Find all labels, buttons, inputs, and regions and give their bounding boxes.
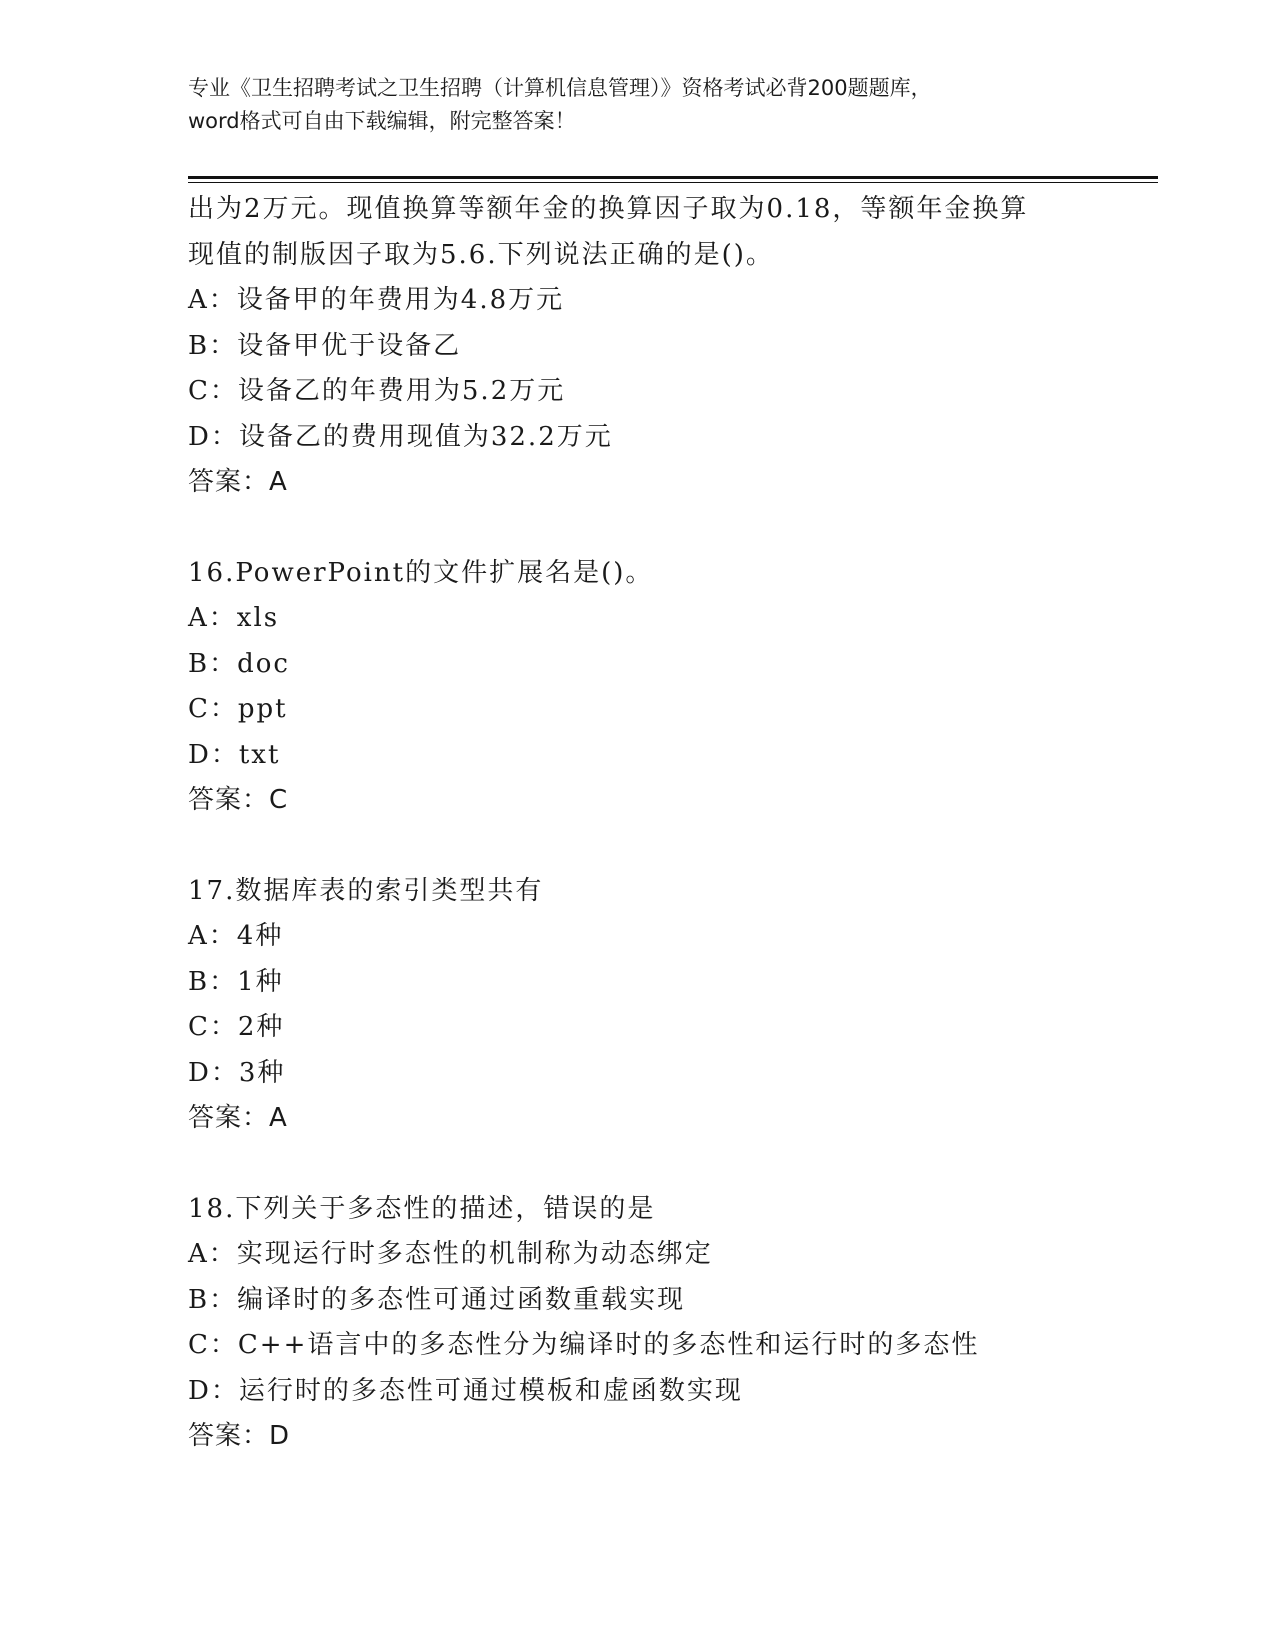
header-title-line-2: word格式可自由下载编辑，附完整答案！ <box>188 109 576 133</box>
question-list <box>188 187 1148 1460</box>
document-header <box>188 72 1088 138</box>
question-stem-line: 出为2万元。现值换算等额年金的换算因子取为0.18，等额年金换算 <box>188 194 1029 224</box>
option-b: B：编译时的多态性可通过函数重载实现 <box>188 1284 686 1315</box>
option-b: B：设备甲优于设备乙 <box>188 330 462 361</box>
question-stem-line: 现值的制版因子取为5.6.下列说法正确的是()。 <box>188 239 774 270</box>
option-d: D：3种 <box>188 1057 286 1088</box>
option-a: A：设备甲的年费用为4.8万元 <box>188 285 565 315</box>
option-a: A：4种 <box>188 921 284 951</box>
header-divider-thick <box>188 176 1158 179</box>
option-a: A：xls <box>188 603 280 633</box>
option-d: D：设备乙的费用现值为32.2万元 <box>188 421 613 452</box>
option-c: C：2种 <box>188 1012 285 1042</box>
option-d: D：运行时的多态性可通过模板和虚函数实现 <box>188 1375 743 1406</box>
answer-line: 答案：A <box>188 467 288 497</box>
header-title-line-1: 专业《卫生招聘考试之卫生招聘（计算机信息管理）》资格考试必背200题题库， <box>188 76 932 100</box>
option-c: C：C++语言中的多态性分为编译时的多态性和运行时的多态性 <box>188 1330 980 1360</box>
question-stem-line: 17.数据库表的索引类型共有 <box>188 875 544 906</box>
answer-line: 答案：A <box>188 1103 288 1133</box>
question-16 <box>188 551 1148 824</box>
option-b: B：doc <box>188 648 290 679</box>
option-b: B：1种 <box>188 966 284 997</box>
answer-line: 答案：C <box>188 785 289 815</box>
question-15 <box>188 187 1148 506</box>
question-18 <box>188 1187 1148 1460</box>
question-17 <box>188 869 1148 1142</box>
option-d: D：txt <box>188 739 281 770</box>
option-c: C：设备乙的年费用为5.2万元 <box>188 376 566 406</box>
question-stem-line: 16.PowerPoint的文件扩展名是()。 <box>188 557 654 588</box>
answer-line: 答案：D <box>188 1421 291 1451</box>
header-divider-thin <box>188 182 1158 183</box>
option-a: A：实现运行时多态性的机制称为动态绑定 <box>188 1239 713 1269</box>
option-c: C：ppt <box>188 694 288 724</box>
question-stem-line: 18.下列关于多态性的描述，错误的是 <box>188 1193 656 1224</box>
